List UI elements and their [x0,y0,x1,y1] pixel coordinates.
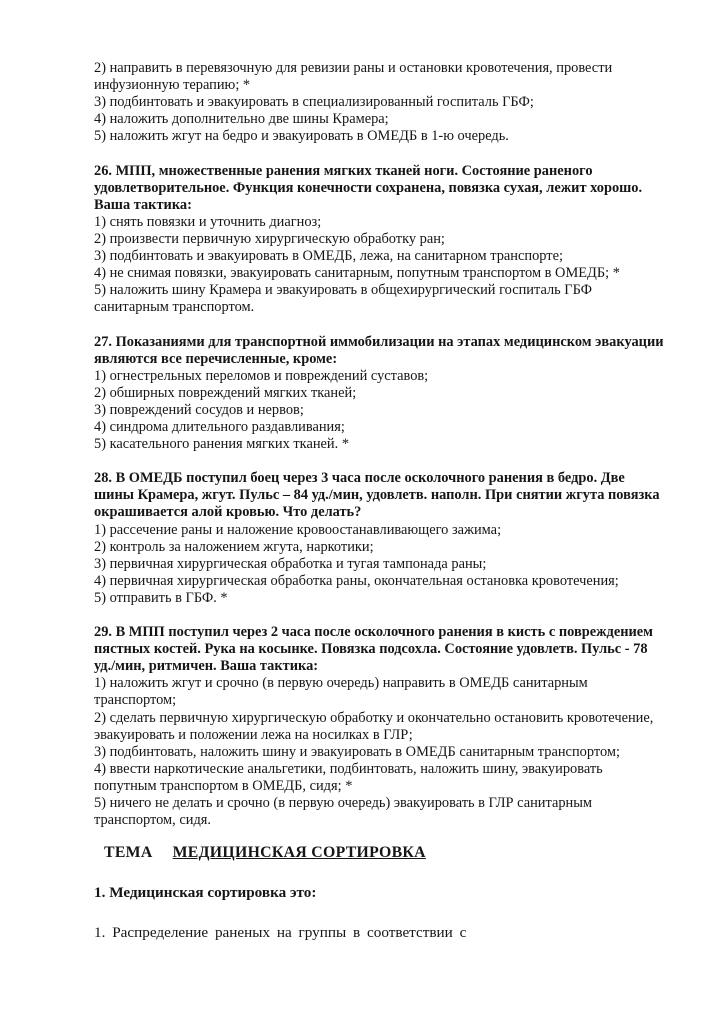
answer-option: 4) первичная хирургическая обработка раны, окончательная остановка кровотечения; [94,572,619,589]
answer-option: 3) повреждений сосудов и нервов; [94,401,304,418]
subquestion-title: 1. Медицинская сортировка это: [94,884,317,902]
answer-option: 3) подбинтовать, наложить шину и эвакуировать в ОМЕДБ санитарным транспортом; [94,743,620,760]
answer-option: 2) сделать первичную хирургическую обработку и окончательно остановить кровотечение, эвакуировать и положении лежа на носилках в ГЛР; [94,709,654,743]
question-options [94,368,666,453]
carryover-options [94,60,666,145]
question-stem: 26. МПП, множественные ранения мягких тканей ноги. Состояние раненого удовлетворительное. Функция конечности сохранена, повязка сухая, лежит хорошо. Ваша тактика: [94,162,643,213]
answer-option: 4) наложить дополнительно две шины Крамера; [94,111,389,128]
section-label: ТЕМА [104,844,153,862]
answer-option: 1) рассечение раны и наложение кровоостанавливающего зажима; [94,521,502,538]
question-block [94,334,666,454]
answer-option: 2) направить в перевязочную для ревизии раны и остановки кровотечения, провести инфузионную терапию; * [94,60,613,94]
section-title: МЕДИЦИНСКАЯ СОРТИРОВКА [172,844,426,862]
answer-option: 5) наложить жгут на бедро и эвакуировать в ОМЕДБ в 1-ю очередь. [94,128,509,145]
answer-line: 1. Распределение раненых на группы в соответствии с [94,924,467,942]
question-block [94,624,666,829]
answer-option: 5) касательного ранения мягких тканей. * [94,436,350,453]
answer-option: 2) контроль за наложением жгута, наркотики; [94,538,374,555]
question-block [94,470,666,607]
answer-option: 4) синдрома длительного раздавливания; [94,418,345,435]
answer-option: 2) произвести первичную хирургическую обработку ран; [94,230,445,247]
answer-option: 5) отправить в ГБФ. * [94,589,228,606]
question-options [94,522,666,607]
question-stem: 28. В ОМЕДБ поступил боец через 3 часа после осколочного ранения в бедро. Две шины Крамера, жгут. Пульс – 84 уд./мин, удовлетв. наполн. При снятии жгута повязка окрашивается алой кровью. Что делать? [94,470,660,521]
answer-option: 5) наложить шину Крамера и эвакуировать в общехирургический госпиталь ГБФ санитарным транспортом. [94,282,593,316]
answer-option: 4) ввести наркотические анальгетики, подбинтовать, наложить шину, эвакуировать попутным транспортом в ОМЕДБ, сидя; * [94,760,603,794]
answer-option: 3) подбинтовать и эвакуировать в ОМЕДБ, лежа, на санитарном транспорте; [94,248,563,265]
answer-option: 5) ничего не делать и срочно (в первую очередь) эвакуировать в ГЛР санитарным транспортом, сидя. [94,795,593,829]
question-stem: 27. Показаниями для транспортной иммобилизации на этапах медицинском эвакуации являются все перечисленные, кроме: [94,333,664,367]
section-heading [104,843,666,862]
answer-option: 1) наложить жгут и срочно (в первую очередь) направить в ОМЕДБ санитарным транспортом; [94,675,588,709]
answer-option: 1) огнестрельных переломов и повреждений суставов; [94,367,429,384]
answer-option: 3) первичная хирургическая обработка и тугая тампонада раны; [94,555,487,572]
answer-option: 3) подбинтовать и эвакуировать в специализированный госпиталь ГБФ; [94,94,534,111]
question-block [94,163,666,317]
question-options [94,214,666,317]
question-stem: 29. В МПП поступил через 2 часа после осколочного ранения в кисть с повреждением пястных костей. Рука на косынке. Повязка подсохла. Состояние удовлетв. Пульс - 78 уд./мин, ритмичен. Ваша тактика: [94,624,653,675]
question-options [94,675,666,829]
question-list [94,163,666,830]
answer-option: 1) снять повязки и уточнить диагноз; [94,213,322,230]
answer-option: 4) не снимая повязки, эвакуировать санитарным, попутным транспортом в ОМЕДБ; * [94,265,620,282]
answer-option: 2) обширных повреждений мягких тканей; [94,384,357,401]
